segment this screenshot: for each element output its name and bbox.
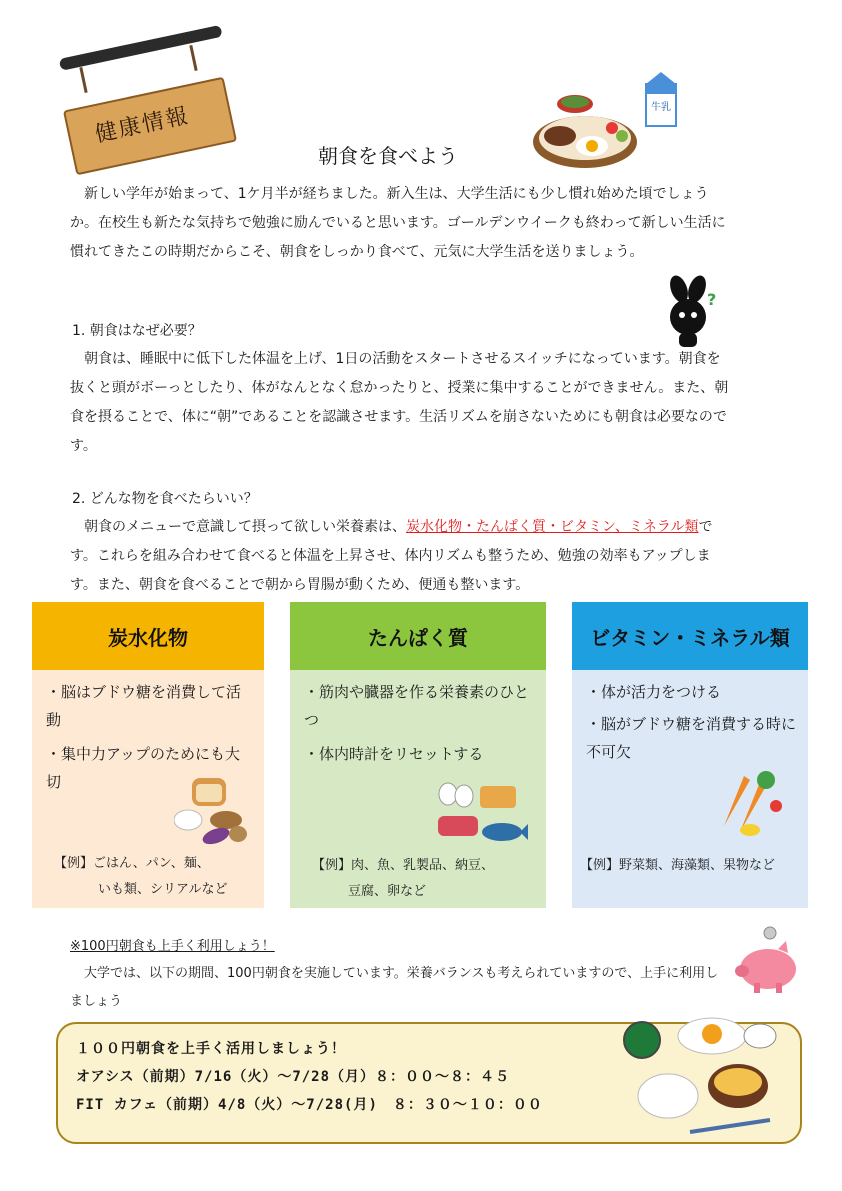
section2-heading: 2. どんな物を食べたらいい？ bbox=[72, 491, 258, 507]
note-heading: ※100円朝食も上手く利用しょう！ bbox=[70, 939, 275, 954]
card-example: 【例】ごはん、パン、麺、 bbox=[54, 856, 210, 871]
card-bullet: ・脳がブドウ糖を消費する時に不可欠 bbox=[586, 715, 797, 761]
sign-bar bbox=[59, 25, 223, 71]
card-example-cont: いも類、シリアルなど bbox=[98, 882, 228, 897]
intro-paragraph: 新しい学年が始まって、1ケ月半が経ちました。新入生は、大学生活にも少し慣れ始めた頃でしょうか。在校生も新たな気持ちで勉強に励んでいると思います。ゴールデンウイークも終わって新しい生活に慣れてきたこの時期だからこそ、朝食をしっかり食べて、元気に大学生活を送りましょう。 bbox=[70, 186, 726, 260]
sign-board bbox=[60, 45, 260, 170]
card-bullet: ・集中力アップのためにも大切 bbox=[46, 745, 240, 791]
milk-carton-icon bbox=[640, 70, 682, 128]
egg-meat-fish-icon bbox=[436, 780, 528, 852]
sign-rope bbox=[189, 45, 197, 71]
card-title: ビタミン・ミネラル類 bbox=[572, 602, 808, 670]
card-bullet: ・脳はブドウ糖を消費して活動 bbox=[46, 683, 242, 729]
card-protein bbox=[290, 602, 546, 908]
sign-label: 健康情報 bbox=[92, 103, 192, 148]
nutrient-highlight: 炭水化物・たんぱく質・ビタミン、ミネラル類 bbox=[406, 519, 699, 535]
card-body bbox=[290, 670, 546, 908]
thinking-character-icon bbox=[655, 275, 725, 350]
section2-text-after: です。これらを組み合わせて食べると体温を上昇させ、体内リズムも整うため、勉強の効率もアップします。また、朝食を食べることで朝から胃腸が動くため、便通も整います。 bbox=[70, 519, 713, 593]
card-title: 炭水化物 bbox=[32, 602, 264, 670]
card-bullet: ・筋肉や臓器を作る栄養素のひとつ bbox=[304, 683, 530, 729]
card-carbohydrates bbox=[32, 602, 264, 908]
page-title: 朝食を食べよう bbox=[318, 144, 458, 168]
vegetables-icon bbox=[714, 766, 790, 840]
milk-label: 牛乳 bbox=[651, 102, 671, 113]
card-example-cont: 豆腐、卵など bbox=[348, 884, 427, 899]
card-example: 【例】肉、魚、乳製品、納豆、 bbox=[312, 858, 495, 873]
schedule-oasis: オアシス（前期）7/16（火）～7/28（月）８：００～８：４５ bbox=[76, 1069, 511, 1085]
card-bullet: ・体が活力をつける bbox=[586, 683, 722, 701]
japanese-breakfast-icon bbox=[620, 1012, 790, 1142]
section2-text bbox=[70, 513, 730, 600]
card-body bbox=[32, 670, 264, 908]
card-body bbox=[572, 670, 808, 908]
svg-text:?: ? bbox=[707, 290, 717, 309]
section2-text-before: 朝食のメニューで意識して摂って欲しい栄養素は、 bbox=[84, 519, 406, 535]
card-example: 【例】野菜類、海藻類、果物など bbox=[580, 858, 776, 873]
section1-text: 朝食は、睡眠中に低下した体温を上げ、1日の活動をスタートさせるスイッチになっています。朝食を抜くと頭がボーっとしたり、体がなんとなく怠かったりと、授業に集中することができません。また、朝食を摂ることで、体に“朝”であることを認識させます。生活リズムを崩さないためにも朝食は必要なのです。 bbox=[70, 351, 729, 454]
card-title: たんぱく質 bbox=[290, 602, 546, 670]
note-text: 大学では、以下の期間、100円朝食を実施しています。栄養バランスも考えられていますので、上手に利用しましょう bbox=[70, 966, 719, 1009]
bread-rice-potato-icon bbox=[174, 774, 252, 848]
info-box-title: １００円朝食を上手く活用しましょう！ bbox=[76, 1041, 346, 1057]
card-vitamin-mineral bbox=[572, 602, 808, 908]
sign-rope bbox=[79, 67, 87, 93]
section1-heading: 1. 朝食はなぜ必要？ bbox=[72, 323, 202, 339]
card-bullet: ・体内時計をリセットする bbox=[304, 745, 484, 763]
breakfast-plate-icon bbox=[530, 92, 640, 172]
schedule-fit-cafe: FIT カフェ（前期）4/8（火）～7/28(月) ８：３０～１０：００ bbox=[76, 1097, 543, 1113]
piggy-bank-icon bbox=[730, 925, 802, 995]
